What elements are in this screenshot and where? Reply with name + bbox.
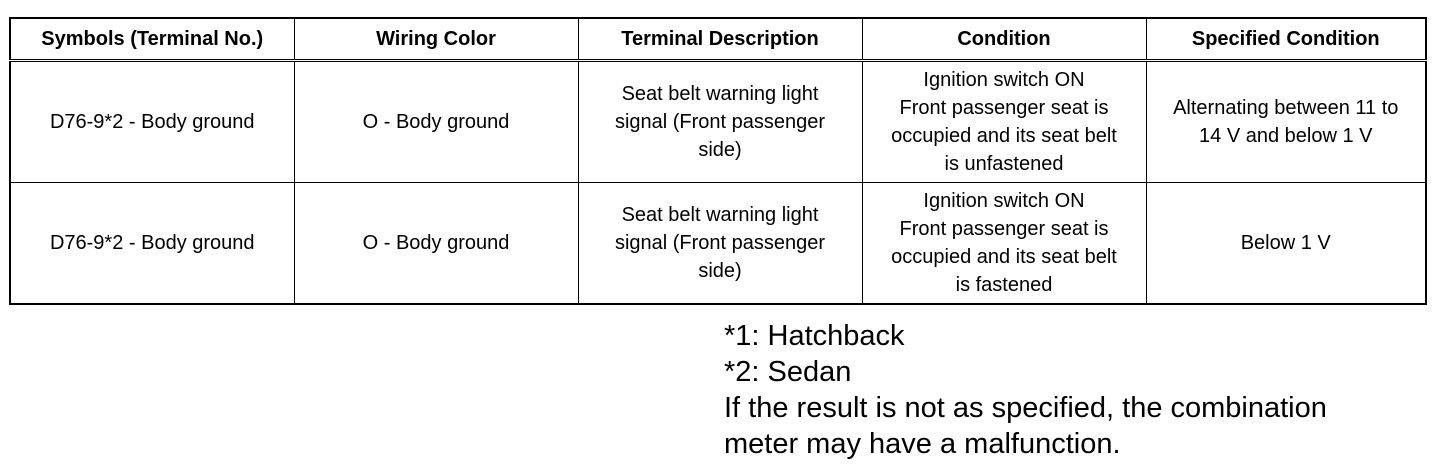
table-row [10,183,1426,305]
cell-condition: Ignition switch ON Front passenger seat is occupied and its seat belt is unfastened [862,61,1146,183]
terminal-spec-table [9,17,1427,305]
header-wiring-color: Wiring Color [294,18,578,61]
header-condition: Condition [862,18,1146,61]
cell-symbols: D76-9*2 - Body ground [10,183,294,305]
cell-condition: Ignition switch ON Front passenger seat is occupied and its seat belt is fastened [862,183,1146,305]
cell-wiring-color: O - Body ground [294,61,578,183]
header-specified-condition: Specified Condition [1146,18,1426,61]
result-note: If the result is not as specified, the combination meter may have a malfunction. [724,392,1327,460]
cell-terminal-description: Seat belt warning light signal (Front passenger side) [578,183,862,305]
cell-specified-condition: Alternating between 11 to 14 V and below 1 V [1146,61,1426,183]
cell-specified-condition: Below 1 V [1146,183,1426,305]
cell-symbols: D76-9*2 - Body ground [10,61,294,183]
table-header-row [10,18,1426,61]
footnotes [724,318,1327,462]
footnote-sedan: *2: Sedan [724,356,852,388]
header-terminal-description: Terminal Description [578,18,862,61]
table-row [10,61,1426,183]
footnote-hatchback: *1: Hatchback [724,320,905,352]
cell-wiring-color: O - Body ground [294,183,578,305]
header-symbols: Symbols (Terminal No.) [10,18,294,61]
cell-terminal-description: Seat belt warning light signal (Front passenger side) [578,61,862,183]
